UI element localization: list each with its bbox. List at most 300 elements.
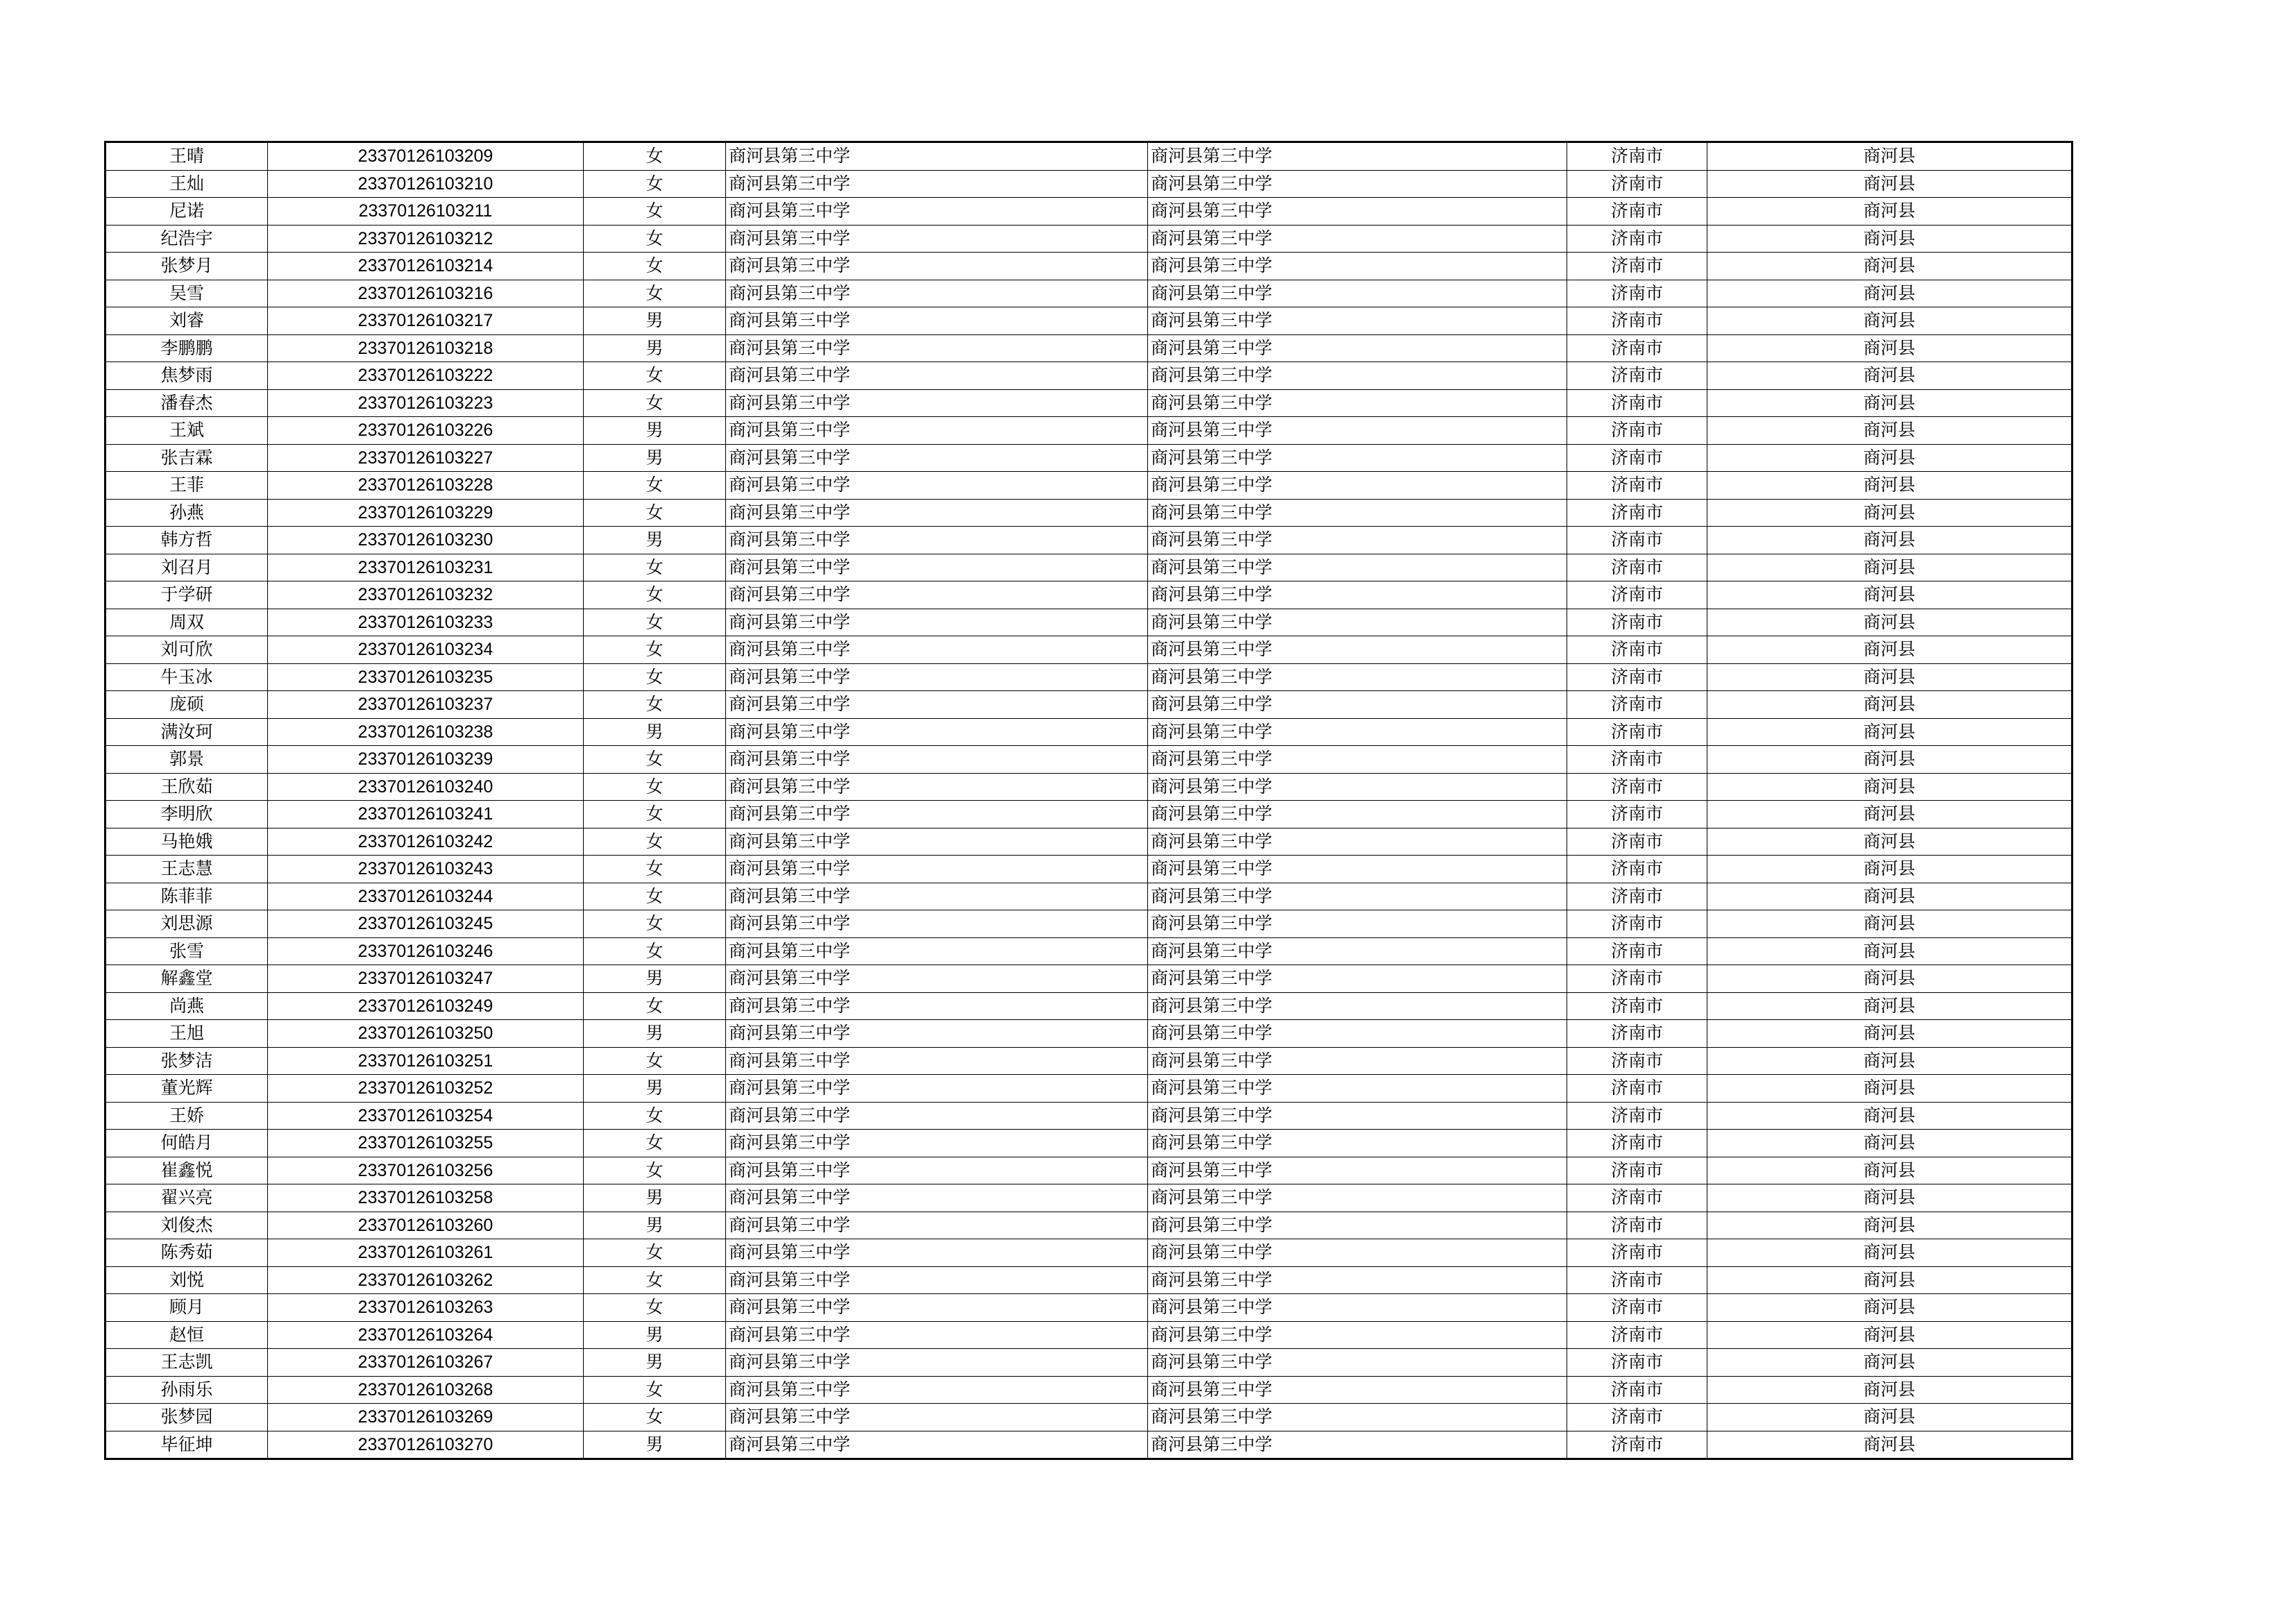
gender-cell: 女 xyxy=(584,1047,726,1075)
school-cell: 商河县第三中学 xyxy=(726,609,1148,636)
gender-cell: 女 xyxy=(584,883,726,910)
student-name-cell: 尼诺 xyxy=(105,198,268,226)
county-cell: 商河县 xyxy=(1707,746,2073,774)
exam-id-cell: 23370126103238 xyxy=(268,718,584,746)
table-row xyxy=(105,170,2073,198)
gender-cell: 女 xyxy=(584,801,726,829)
gender-cell: 男 xyxy=(584,334,726,362)
county-cell: 商河县 xyxy=(1707,609,2073,636)
city-cell: 济南市 xyxy=(1567,527,1707,554)
city-cell: 济南市 xyxy=(1567,1102,1707,1130)
table-row xyxy=(105,389,2073,417)
school-cell: 商河县第三中学 xyxy=(726,718,1148,746)
table-row xyxy=(105,1239,2073,1267)
school-cell: 商河县第三中学 xyxy=(726,746,1148,774)
table-row xyxy=(105,910,2073,938)
county-cell: 商河县 xyxy=(1707,992,2073,1020)
city-cell: 济南市 xyxy=(1567,992,1707,1020)
exam-school-cell: 商河县第三中学 xyxy=(1148,937,1567,965)
gender-cell: 女 xyxy=(584,1266,726,1294)
school-cell: 商河县第三中学 xyxy=(726,198,1148,226)
exam-id-cell: 23370126103263 xyxy=(268,1294,584,1322)
county-cell: 商河县 xyxy=(1707,718,2073,746)
student-name-cell: 焦梦雨 xyxy=(105,362,268,390)
school-cell: 商河县第三中学 xyxy=(726,170,1148,198)
gender-cell: 女 xyxy=(584,170,726,198)
city-cell: 济南市 xyxy=(1567,1239,1707,1267)
exam-id-cell: 23370126103210 xyxy=(268,170,584,198)
exam-id-cell: 23370126103231 xyxy=(268,554,584,581)
gender-cell: 女 xyxy=(584,1404,726,1431)
school-cell: 商河县第三中学 xyxy=(726,554,1148,581)
exam-school-cell: 商河县第三中学 xyxy=(1148,1075,1567,1103)
exam-school-cell: 商河县第三中学 xyxy=(1148,280,1567,307)
city-cell: 济南市 xyxy=(1567,225,1707,253)
student-name-cell: 张吉霖 xyxy=(105,444,268,472)
student-name-cell: 满汝珂 xyxy=(105,718,268,746)
county-cell: 商河县 xyxy=(1707,910,2073,938)
city-cell: 济南市 xyxy=(1567,937,1707,965)
exam-school-cell: 商河县第三中学 xyxy=(1148,828,1567,856)
gender-cell: 女 xyxy=(584,910,726,938)
gender-cell: 男 xyxy=(584,307,726,335)
school-cell: 商河县第三中学 xyxy=(726,828,1148,856)
table-row xyxy=(105,718,2073,746)
table-row xyxy=(105,1376,2073,1404)
gender-cell: 女 xyxy=(584,609,726,636)
exam-id-cell: 23370126103240 xyxy=(268,773,584,801)
exam-id-cell: 23370126103258 xyxy=(268,1184,584,1212)
student-name-cell: 孙雨乐 xyxy=(105,1376,268,1404)
county-cell: 商河县 xyxy=(1707,1431,2073,1459)
exam-school-cell: 商河县第三中学 xyxy=(1148,225,1567,253)
table-row xyxy=(105,1321,2073,1349)
gender-cell: 女 xyxy=(584,746,726,774)
exam-id-cell: 23370126103211 xyxy=(268,198,584,226)
school-cell: 商河县第三中学 xyxy=(726,856,1148,883)
exam-id-cell: 23370126103226 xyxy=(268,417,584,445)
county-cell: 商河县 xyxy=(1707,307,2073,335)
exam-school-cell: 商河县第三中学 xyxy=(1148,910,1567,938)
table-row xyxy=(105,1294,2073,1322)
exam-school-cell: 商河县第三中学 xyxy=(1148,1020,1567,1048)
student-name-cell: 李鹏鹏 xyxy=(105,334,268,362)
gender-cell: 女 xyxy=(584,992,726,1020)
city-cell: 济南市 xyxy=(1567,636,1707,664)
county-cell: 商河县 xyxy=(1707,444,2073,472)
county-cell: 商河县 xyxy=(1707,1321,2073,1349)
student-name-cell: 王旭 xyxy=(105,1020,268,1048)
city-cell: 济南市 xyxy=(1567,1184,1707,1212)
county-cell: 商河县 xyxy=(1707,253,2073,280)
school-cell: 商河县第三中学 xyxy=(726,142,1148,171)
county-cell: 商河县 xyxy=(1707,1349,2073,1377)
city-cell: 济南市 xyxy=(1567,1321,1707,1349)
gender-cell: 女 xyxy=(584,472,726,500)
exam-id-cell: 23370126103228 xyxy=(268,472,584,500)
county-cell: 商河县 xyxy=(1707,170,2073,198)
student-name-cell: 王志凯 xyxy=(105,1349,268,1377)
county-cell: 商河县 xyxy=(1707,937,2073,965)
gender-cell: 男 xyxy=(584,1075,726,1103)
school-cell: 商河县第三中学 xyxy=(726,1266,1148,1294)
city-cell: 济南市 xyxy=(1567,910,1707,938)
city-cell: 济南市 xyxy=(1567,801,1707,829)
table-row xyxy=(105,1047,2073,1075)
exam-school-cell: 商河县第三中学 xyxy=(1148,1266,1567,1294)
school-cell: 商河县第三中学 xyxy=(726,883,1148,910)
county-cell: 商河县 xyxy=(1707,334,2073,362)
city-cell: 济南市 xyxy=(1567,1212,1707,1239)
county-cell: 商河县 xyxy=(1707,1157,2073,1184)
exam-school-cell: 商河县第三中学 xyxy=(1148,636,1567,664)
school-cell: 商河县第三中学 xyxy=(726,1102,1148,1130)
gender-cell: 女 xyxy=(584,280,726,307)
student-name-cell: 刘悦 xyxy=(105,1266,268,1294)
student-name-cell: 尚燕 xyxy=(105,992,268,1020)
city-cell: 济南市 xyxy=(1567,1431,1707,1459)
student-name-cell: 赵恒 xyxy=(105,1321,268,1349)
table-row xyxy=(105,801,2073,829)
exam-school-cell: 商河县第三中学 xyxy=(1148,253,1567,280)
exam-id-cell: 23370126103269 xyxy=(268,1404,584,1431)
exam-id-cell: 23370126103254 xyxy=(268,1102,584,1130)
city-cell: 济南市 xyxy=(1567,1130,1707,1157)
student-name-cell: 王娇 xyxy=(105,1102,268,1130)
gender-cell: 女 xyxy=(584,1294,726,1322)
county-cell: 商河县 xyxy=(1707,1294,2073,1322)
city-cell: 济南市 xyxy=(1567,1404,1707,1431)
table-row xyxy=(105,1431,2073,1459)
gender-cell: 男 xyxy=(584,527,726,554)
student-name-cell: 庞硕 xyxy=(105,691,268,719)
exam-id-cell: 23370126103232 xyxy=(268,581,584,609)
student-name-cell: 张梦园 xyxy=(105,1404,268,1431)
gender-cell: 女 xyxy=(584,773,726,801)
student-name-cell: 马艳娥 xyxy=(105,828,268,856)
student-name-cell: 董光辉 xyxy=(105,1075,268,1103)
student-name-cell: 刘俊杰 xyxy=(105,1212,268,1239)
city-cell: 济南市 xyxy=(1567,142,1707,171)
gender-cell: 女 xyxy=(584,636,726,664)
gender-cell: 女 xyxy=(584,937,726,965)
table-row xyxy=(105,225,2073,253)
gender-cell: 男 xyxy=(584,1431,726,1459)
exam-school-cell: 商河县第三中学 xyxy=(1148,746,1567,774)
gender-cell: 女 xyxy=(584,1239,726,1267)
county-cell: 商河县 xyxy=(1707,389,2073,417)
gender-cell: 女 xyxy=(584,1157,726,1184)
student-name-cell: 何皓月 xyxy=(105,1130,268,1157)
county-cell: 商河县 xyxy=(1707,691,2073,719)
table-row xyxy=(105,280,2073,307)
exam-id-cell: 23370126103255 xyxy=(268,1130,584,1157)
city-cell: 济南市 xyxy=(1567,746,1707,774)
student-name-cell: 纪浩宇 xyxy=(105,225,268,253)
table-row xyxy=(105,1404,2073,1431)
table-row xyxy=(105,1102,2073,1130)
county-cell: 商河县 xyxy=(1707,1047,2073,1075)
student-name-cell: 王欣茹 xyxy=(105,773,268,801)
student-name-cell: 刘可欣 xyxy=(105,636,268,664)
school-cell: 商河县第三中学 xyxy=(726,1294,1148,1322)
county-cell: 商河县 xyxy=(1707,1020,2073,1048)
county-cell: 商河县 xyxy=(1707,663,2073,691)
exam-id-cell: 23370126103251 xyxy=(268,1047,584,1075)
student-name-cell: 刘思源 xyxy=(105,910,268,938)
exam-id-cell: 23370126103233 xyxy=(268,609,584,636)
school-cell: 商河县第三中学 xyxy=(726,1020,1148,1048)
city-cell: 济南市 xyxy=(1567,718,1707,746)
student-roster-table xyxy=(104,141,2073,1460)
city-cell: 济南市 xyxy=(1567,389,1707,417)
city-cell: 济南市 xyxy=(1567,609,1707,636)
exam-school-cell: 商河县第三中学 xyxy=(1148,307,1567,335)
county-cell: 商河县 xyxy=(1707,142,2073,171)
table-row xyxy=(105,663,2073,691)
gender-cell: 女 xyxy=(584,663,726,691)
gender-cell: 男 xyxy=(584,1321,726,1349)
student-name-cell: 王菲 xyxy=(105,472,268,500)
exam-school-cell: 商河县第三中学 xyxy=(1148,1047,1567,1075)
gender-cell: 女 xyxy=(584,142,726,171)
exam-id-cell: 23370126103227 xyxy=(268,444,584,472)
gender-cell: 女 xyxy=(584,225,726,253)
city-cell: 济南市 xyxy=(1567,198,1707,226)
county-cell: 商河县 xyxy=(1707,362,2073,390)
exam-id-cell: 23370126103244 xyxy=(268,883,584,910)
school-cell: 商河县第三中学 xyxy=(726,362,1148,390)
student-name-cell: 陈秀茹 xyxy=(105,1239,268,1267)
exam-id-cell: 23370126103222 xyxy=(268,362,584,390)
school-cell: 商河县第三中学 xyxy=(726,1321,1148,1349)
school-cell: 商河县第三中学 xyxy=(726,225,1148,253)
exam-school-cell: 商河县第三中学 xyxy=(1148,472,1567,500)
gender-cell: 男 xyxy=(584,1020,726,1048)
exam-school-cell: 商河县第三中学 xyxy=(1148,334,1567,362)
exam-id-cell: 23370126103217 xyxy=(268,307,584,335)
student-name-cell: 王晴 xyxy=(105,142,268,171)
table-row xyxy=(105,362,2073,390)
exam-school-cell: 商河县第三中学 xyxy=(1148,389,1567,417)
county-cell: 商河县 xyxy=(1707,828,2073,856)
exam-id-cell: 23370126103260 xyxy=(268,1212,584,1239)
school-cell: 商河县第三中学 xyxy=(726,636,1148,664)
county-cell: 商河县 xyxy=(1707,417,2073,445)
exam-id-cell: 23370126103249 xyxy=(268,992,584,1020)
county-cell: 商河县 xyxy=(1707,554,2073,581)
gender-cell: 女 xyxy=(584,856,726,883)
exam-id-cell: 23370126103234 xyxy=(268,636,584,664)
gender-cell: 男 xyxy=(584,1184,726,1212)
table-row xyxy=(105,1266,2073,1294)
student-name-cell: 周双 xyxy=(105,609,268,636)
school-cell: 商河县第三中学 xyxy=(726,992,1148,1020)
student-name-cell: 顾月 xyxy=(105,1294,268,1322)
table-row xyxy=(105,992,2073,1020)
city-cell: 济南市 xyxy=(1567,362,1707,390)
student-name-cell: 牛玉冰 xyxy=(105,663,268,691)
gender-cell: 女 xyxy=(584,362,726,390)
student-name-cell: 韩方哲 xyxy=(105,527,268,554)
gender-cell: 女 xyxy=(584,1102,726,1130)
exam-id-cell: 23370126103229 xyxy=(268,499,584,527)
gender-cell: 男 xyxy=(584,417,726,445)
gender-cell: 男 xyxy=(584,1349,726,1377)
table-row xyxy=(105,444,2073,472)
city-cell: 济南市 xyxy=(1567,499,1707,527)
exam-id-cell: 23370126103268 xyxy=(268,1376,584,1404)
school-cell: 商河县第三中学 xyxy=(726,389,1148,417)
city-cell: 济南市 xyxy=(1567,1047,1707,1075)
exam-school-cell: 商河县第三中学 xyxy=(1148,1184,1567,1212)
table-row xyxy=(105,1349,2073,1377)
county-cell: 商河县 xyxy=(1707,280,2073,307)
exam-school-cell: 商河县第三中学 xyxy=(1148,663,1567,691)
school-cell: 商河县第三中学 xyxy=(726,1349,1148,1377)
exam-school-cell: 商河县第三中学 xyxy=(1148,856,1567,883)
exam-school-cell: 商河县第三中学 xyxy=(1148,170,1567,198)
exam-school-cell: 商河县第三中学 xyxy=(1148,1404,1567,1431)
city-cell: 济南市 xyxy=(1567,444,1707,472)
exam-id-cell: 23370126103246 xyxy=(268,937,584,965)
county-cell: 商河县 xyxy=(1707,1130,2073,1157)
student-name-cell: 张梦月 xyxy=(105,253,268,280)
gender-cell: 女 xyxy=(584,198,726,226)
table-row xyxy=(105,198,2073,226)
school-cell: 商河县第三中学 xyxy=(726,910,1148,938)
table-row xyxy=(105,417,2073,445)
exam-id-cell: 23370126103243 xyxy=(268,856,584,883)
school-cell: 商河县第三中学 xyxy=(726,691,1148,719)
exam-id-cell: 23370126103209 xyxy=(268,142,584,171)
exam-id-cell: 23370126103237 xyxy=(268,691,584,719)
city-cell: 济南市 xyxy=(1567,170,1707,198)
exam-school-cell: 商河县第三中学 xyxy=(1148,142,1567,171)
exam-id-cell: 23370126103218 xyxy=(268,334,584,362)
exam-id-cell: 23370126103245 xyxy=(268,910,584,938)
gender-cell: 女 xyxy=(584,253,726,280)
city-cell: 济南市 xyxy=(1567,965,1707,993)
table-row xyxy=(105,581,2073,609)
city-cell: 济南市 xyxy=(1567,1294,1707,1322)
exam-school-cell: 商河县第三中学 xyxy=(1148,773,1567,801)
table-row xyxy=(105,773,2073,801)
school-cell: 商河县第三中学 xyxy=(726,499,1148,527)
table-row xyxy=(105,828,2073,856)
county-cell: 商河县 xyxy=(1707,225,2073,253)
exam-school-cell: 商河县第三中学 xyxy=(1148,801,1567,829)
city-cell: 济南市 xyxy=(1567,691,1707,719)
school-cell: 商河县第三中学 xyxy=(726,417,1148,445)
gender-cell: 女 xyxy=(584,1376,726,1404)
gender-cell: 女 xyxy=(584,691,726,719)
gender-cell: 男 xyxy=(584,718,726,746)
city-cell: 济南市 xyxy=(1567,1157,1707,1184)
exam-school-cell: 商河县第三中学 xyxy=(1148,417,1567,445)
school-cell: 商河县第三中学 xyxy=(726,773,1148,801)
county-cell: 商河县 xyxy=(1707,1376,2073,1404)
table-row xyxy=(105,253,2073,280)
student-name-cell: 王斌 xyxy=(105,417,268,445)
table-row xyxy=(105,691,2073,719)
exam-school-cell: 商河县第三中学 xyxy=(1148,1212,1567,1239)
school-cell: 商河县第三中学 xyxy=(726,801,1148,829)
school-cell: 商河县第三中学 xyxy=(726,581,1148,609)
exam-school-cell: 商河县第三中学 xyxy=(1148,1102,1567,1130)
exam-school-cell: 商河县第三中学 xyxy=(1148,1294,1567,1322)
student-name-cell: 毕征坤 xyxy=(105,1431,268,1459)
gender-cell: 女 xyxy=(584,581,726,609)
exam-school-cell: 商河县第三中学 xyxy=(1148,718,1567,746)
school-cell: 商河县第三中学 xyxy=(726,965,1148,993)
exam-school-cell: 商河县第三中学 xyxy=(1148,992,1567,1020)
school-cell: 商河县第三中学 xyxy=(726,1130,1148,1157)
gender-cell: 女 xyxy=(584,554,726,581)
exam-school-cell: 商河县第三中学 xyxy=(1148,1239,1567,1267)
school-cell: 商河县第三中学 xyxy=(726,663,1148,691)
exam-school-cell: 商河县第三中学 xyxy=(1148,691,1567,719)
school-cell: 商河县第三中学 xyxy=(726,444,1148,472)
student-name-cell: 李明欣 xyxy=(105,801,268,829)
exam-school-cell: 商河县第三中学 xyxy=(1148,1349,1567,1377)
table-row xyxy=(105,1075,2073,1103)
gender-cell: 女 xyxy=(584,828,726,856)
county-cell: 商河县 xyxy=(1707,581,2073,609)
exam-id-cell: 23370126103239 xyxy=(268,746,584,774)
exam-school-cell: 商河县第三中学 xyxy=(1148,883,1567,910)
exam-id-cell: 23370126103214 xyxy=(268,253,584,280)
gender-cell: 男 xyxy=(584,444,726,472)
table-row xyxy=(105,1157,2073,1184)
exam-id-cell: 23370126103264 xyxy=(268,1321,584,1349)
city-cell: 济南市 xyxy=(1567,334,1707,362)
county-cell: 商河县 xyxy=(1707,527,2073,554)
exam-school-cell: 商河县第三中学 xyxy=(1148,1431,1567,1459)
county-cell: 商河县 xyxy=(1707,965,2073,993)
county-cell: 商河县 xyxy=(1707,636,2073,664)
exam-school-cell: 商河县第三中学 xyxy=(1148,609,1567,636)
student-name-cell: 崔鑫悦 xyxy=(105,1157,268,1184)
exam-id-cell: 23370126103267 xyxy=(268,1349,584,1377)
county-cell: 商河县 xyxy=(1707,1266,2073,1294)
table-body xyxy=(105,142,2073,1459)
gender-cell: 女 xyxy=(584,499,726,527)
student-name-cell: 吴雪 xyxy=(105,280,268,307)
county-cell: 商河县 xyxy=(1707,773,2073,801)
exam-school-cell: 商河县第三中学 xyxy=(1148,581,1567,609)
city-cell: 济南市 xyxy=(1567,828,1707,856)
city-cell: 济南市 xyxy=(1567,1349,1707,1377)
exam-id-cell: 23370126103252 xyxy=(268,1075,584,1103)
school-cell: 商河县第三中学 xyxy=(726,280,1148,307)
exam-id-cell: 23370126103230 xyxy=(268,527,584,554)
city-cell: 济南市 xyxy=(1567,581,1707,609)
city-cell: 济南市 xyxy=(1567,1266,1707,1294)
city-cell: 济南市 xyxy=(1567,856,1707,883)
table-row xyxy=(105,472,2073,500)
county-cell: 商河县 xyxy=(1707,1239,2073,1267)
gender-cell: 女 xyxy=(584,1130,726,1157)
table-row xyxy=(105,1020,2073,1048)
county-cell: 商河县 xyxy=(1707,1212,2073,1239)
student-name-cell: 刘召月 xyxy=(105,554,268,581)
table-row xyxy=(105,554,2073,581)
table-row xyxy=(105,965,2073,993)
exam-school-cell: 商河县第三中学 xyxy=(1148,499,1567,527)
school-cell: 商河县第三中学 xyxy=(726,1212,1148,1239)
city-cell: 济南市 xyxy=(1567,280,1707,307)
